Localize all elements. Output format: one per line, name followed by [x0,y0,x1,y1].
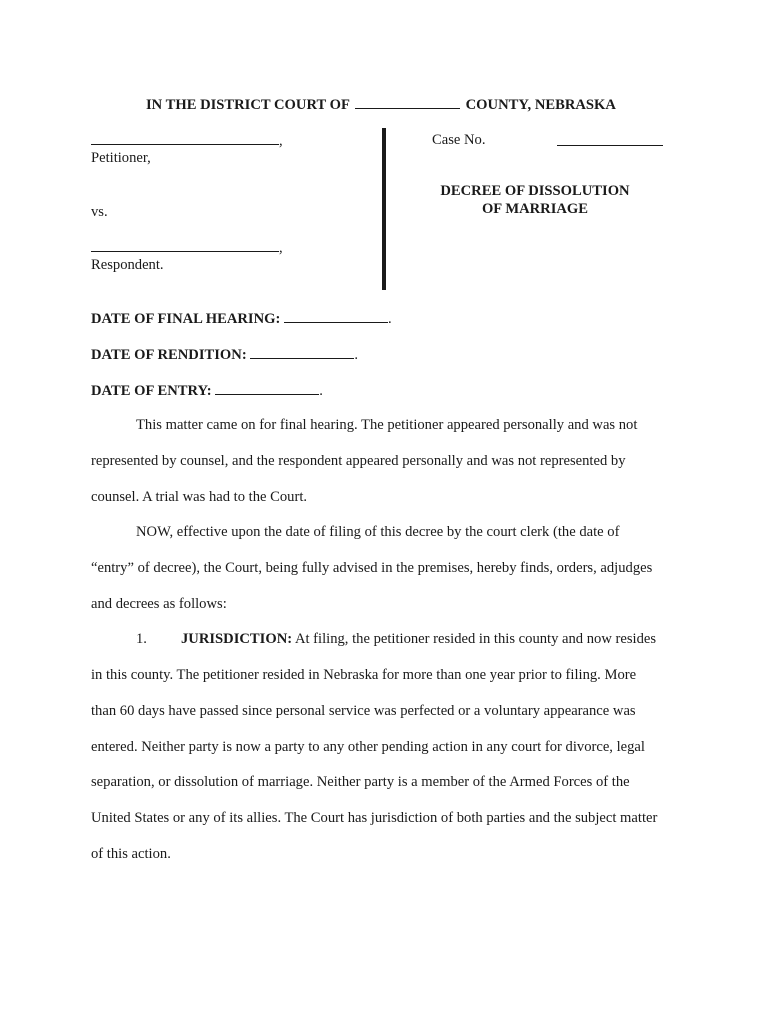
respondent-name-line: , [91,238,283,257]
para1-line3: counsel. A trial was had to the Court. [91,489,308,505]
respondent-name-blank [91,238,279,252]
versus-label: vs. [91,204,108,220]
section1-line2: in this county. The petitioner resided in Nebraska for more than one year prior to filing. More [91,667,637,683]
case-number-blank-wrap [557,132,663,151]
section1-line1-text: At filing, the petitioner resided in this county and now resides [294,631,657,647]
final-hearing-date: DATE OF FINAL HEARING: . [91,311,392,327]
section1-line6: United States or any of its allies. The Court has jurisdiction of both parties and the subject matter [91,810,658,826]
section1-line5: separation, or dissolution of marriage. Neither party is a member of the Armed Forces of the [91,774,630,790]
section1-line1 [181,630,656,648]
court-header [146,95,616,114]
county-blank [355,95,460,109]
court-suffix: COUNTY, NEBRASKA [465,97,616,113]
para2-line1: NOW, effective upon the date of filing of this decree by the court clerk (the date of [136,524,620,540]
petitioner-name-line: , [91,131,283,150]
section1-heading: JURISDICTION: [181,631,293,647]
para2-line3: and decrees as follows: [91,596,227,612]
rendition-label: DATE OF RENDITION: [91,347,247,363]
section1-line4: entered. Neither party is now a party to any other pending action in any court for divorce, legal [91,739,645,755]
rendition-date: DATE OF RENDITION: . [91,347,358,363]
entry-label: DATE OF ENTRY: [91,383,212,399]
decree-title-line1: DECREE OF DISSOLUTION [440,183,630,199]
petitioner-name-blank [91,131,279,145]
para1-line1: This matter came on for final hearing. The petitioner appeared personally and was not [136,417,638,433]
court-prefix: IN THE DISTRICT COURT OF [146,97,350,113]
section1-line7: of this action. [91,846,171,862]
final-hearing-label: DATE OF FINAL HEARING: [91,311,281,327]
petitioner-label: Petitioner, [91,150,151,166]
entry-date: DATE OF ENTRY: . [91,383,323,399]
case-number-label: Case No. [432,132,486,148]
case-number-blank [557,132,663,146]
entry-blank [215,381,319,395]
section1-line3: than 60 days have passed since personal service was perfected or a voluntary appearance was [91,703,636,719]
section1-number: 1. [136,631,147,647]
decree-title-line2: OF MARRIAGE [481,201,589,217]
para1-line2: represented by counsel, and the respondent appeared personally and was not represented by [91,453,626,469]
rendition-blank [250,345,354,359]
final-hearing-blank [284,309,388,323]
respondent-label: Respondent. [91,257,164,273]
para2-line2: “entry” of decree), the Court, being fully advised in the premises, hereby finds, orders, adjudges [91,560,653,576]
